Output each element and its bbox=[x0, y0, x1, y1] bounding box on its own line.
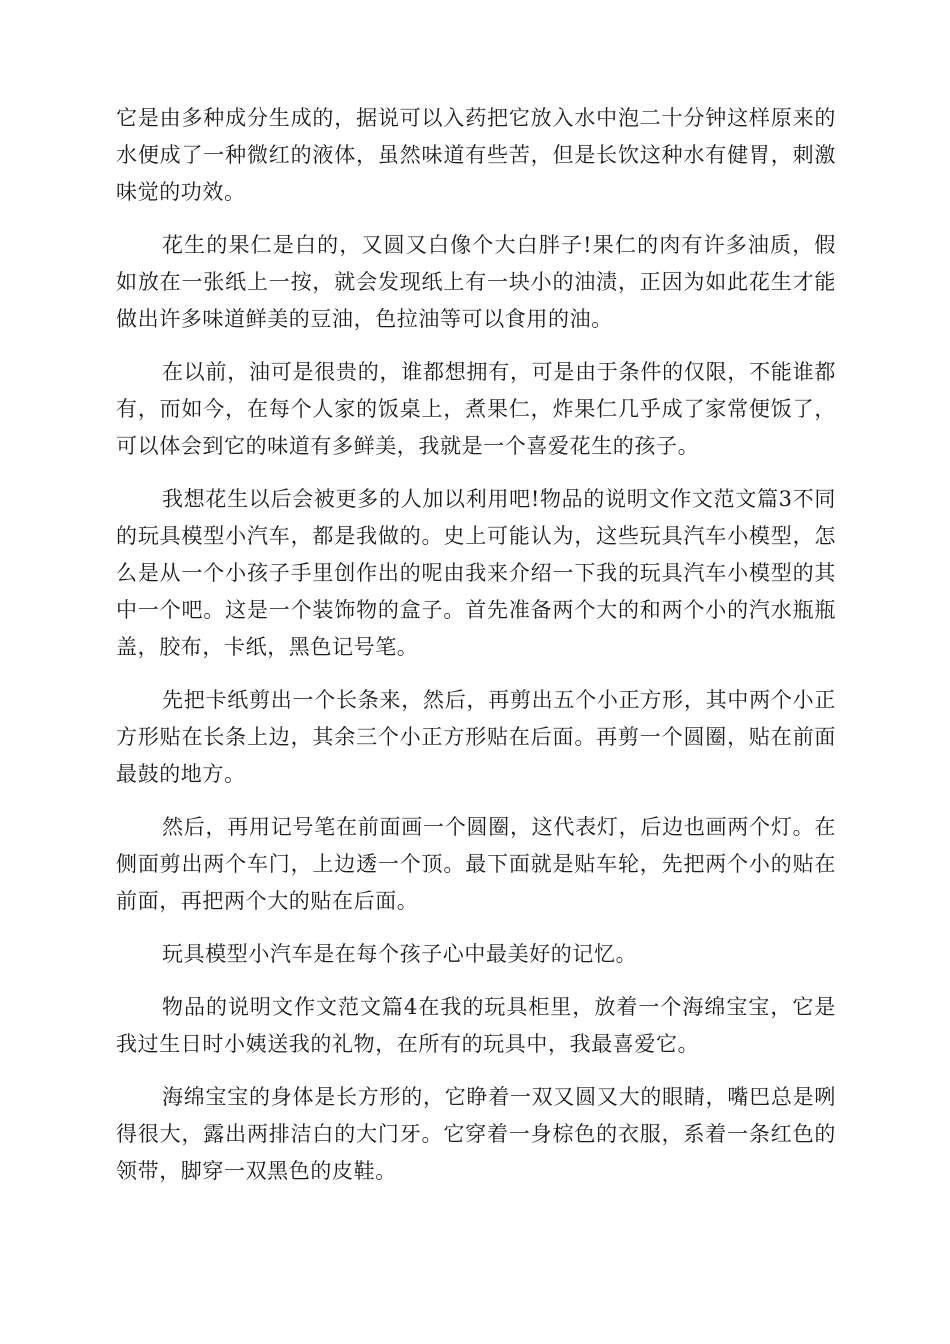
paragraph-5: 先把卡纸剪出一个长条来，然后，再剪出五个小正方形，其中两个小正方形贴在长条上边，其余三个小正方形贴在后面。再剪一个圆圈，贴在前面最鼓的地方。 bbox=[116, 688, 836, 786]
paragraph-6: 然后，再用记号笔在前面画一个圆圈，这代表灯，后边也画两个灯。在侧面剪出两个车门，上边透一个顶。最下面就是贴车轮，先把两个小的贴在前面，再把两个大的贴在后面。 bbox=[116, 815, 836, 913]
paragraph-2: 花生的果仁是白的，又圆又白像个大白胖子!果仁的肉有许多油质，假如放在一张纸上一按，就会发现纸上有一块小的油渍，正因为如此花生才能做出许多味道鲜美的豆油，色拉油等可以食用的油。 bbox=[116, 233, 836, 331]
paragraph-3: 在以前，油可是很贵的，谁都想拥有，可是由于条件的仅限，不能谁都有，而如今，在每个人家的饭桌上，煮果仁，炸果仁几乎成了家常便饭了，可以体会到它的味道有多鲜美，我就是一个喜爱花生的孩子。 bbox=[116, 360, 836, 458]
document-body bbox=[116, 100, 836, 1206]
paragraph-1: 它是由多种成分生成的，据说可以入药把它放入水中泡二十分钟这样原来的水便成了一种微红的液体，虽然味道有些苦，但是长饮这种水有健胃，刺激味觉的功效。 bbox=[116, 106, 836, 204]
paragraph-7: 玩具模型小汽车是在每个孩子心中最美好的记忆。 bbox=[162, 942, 638, 966]
paragraph-4: 我想花生以后会被更多的人加以利用吧!物品的说明文作文范文篇3不同的玩具模型小汽车，都是我做的。史上可能认为，这些玩具汽车小模型，怎么是从一个小孩子手里创作出的呢由我来介绍一下我的玩具汽车小模型的其中一个吧。这是一个装饰物的盒子。首先准备两个大的和两个小的汽水瓶瓶盖，胶布，卡纸，黑色记号笔。 bbox=[116, 487, 836, 659]
paragraph-9: 海绵宝宝的身体是长方形的，它睁着一双又圆又大的眼睛，嘴巴总是咧得很大，露出两排洁白的大门牙。它穿着一身棕色的衣服，系着一条红色的领带，脚穿一双黑色的皮鞋。 bbox=[116, 1085, 836, 1183]
paragraph-8: 物品的说明文作文范文篇4在我的玩具柜里，放着一个海绵宝宝，它是我过生日时小姨送我的礼物，在所有的玩具中，我最喜爱它。 bbox=[116, 995, 836, 1056]
